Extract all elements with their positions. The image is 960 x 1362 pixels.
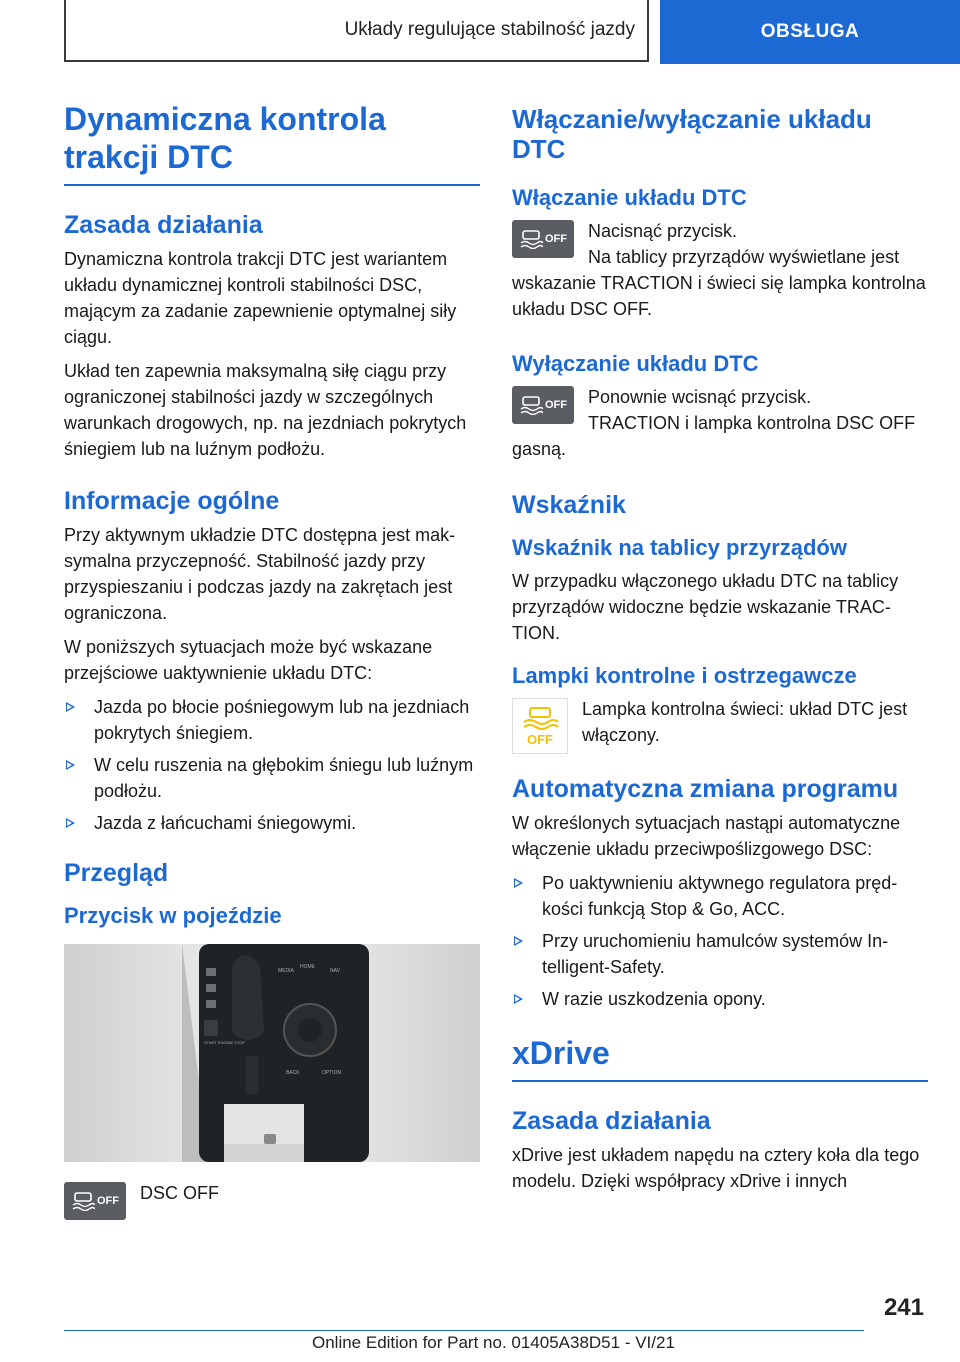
chapter-tab (660, 0, 960, 64)
xdrive-paragraph: xDrive jest układem napędu na cztery koła dla tego modelu. Dzięki współpracy xDrive i innych (512, 1145, 920, 1191)
console-label-home: HOME (300, 964, 315, 970)
triangle-bullet-icon (66, 702, 75, 712)
footer-divider (64, 1330, 864, 1331)
center-console-illustration (64, 944, 480, 1162)
principle-paragraph-2: Układ ten zapewnia maksymalną siłę ciągu przy ograniczonej stabilności jazdy w szczególnych warunkach drogowych, np. na jezdniach pokrytych śniegiem lub na luźnym podłożu. (64, 361, 467, 459)
dtc-off-description: TRACTION i lampka kontrolna DSC OFF gasną. (512, 413, 916, 459)
center-console-photo (64, 944, 480, 1162)
edition-note: Online Edition for Part no. 01405A38D51 - VI/21 (312, 1333, 675, 1352)
console-label-start: START ENGINE STOP (204, 1040, 246, 1045)
dtc-on-description: Na tablicy przyrządów wyświetlane jest wskazanie TRACTION i świeci się lampka kontrolna układu DSC OFF. (512, 247, 926, 319)
page-number: 241 (883, 1294, 924, 1321)
dtc-yellow-lamp-icon (518, 704, 562, 748)
dsc-off-caption (64, 1180, 480, 1220)
instrument-heading: Wskaźnik na tablicy przyrządów (512, 535, 847, 560)
car-skid-icon (519, 229, 543, 249)
list-item: W razie uszkodzenia opony. (512, 986, 928, 1012)
dtc-situations-list (64, 694, 480, 836)
general-paragraph-2: W poniższych sytuacjach może być wskazane przejściowe uaktywnienie układu DTC: (64, 637, 433, 683)
xdrive-principle-heading: Zasada działania (512, 1107, 711, 1135)
console-label-nav: NAV (330, 968, 340, 974)
indicator-heading: Wskaźnik (512, 491, 626, 519)
chapter-tab-label: OBSŁUGA (760, 21, 860, 42)
list-item: Po uaktywnieniu aktywnego regulatora prędkości funkcją Stop & Go, ACC. (512, 870, 928, 922)
lamp-off-text: OFF (527, 732, 553, 747)
triangle-bullet-icon (66, 818, 75, 828)
dtc-on-step: Nacisnąć przycisk. (588, 221, 738, 241)
left-column (64, 100, 480, 1226)
lamps-heading: Lampki kontrolne i ostrzegawcze (512, 663, 857, 688)
overview-heading: Przegląd (64, 859, 169, 887)
dsc-off-button-icon (64, 1182, 126, 1220)
off-icon-text: OFF (97, 1195, 119, 1207)
dtc-title: Dynamiczna kontrola trakcji DTC (64, 101, 386, 175)
triangle-bullet-icon (514, 878, 523, 888)
general-heading: Informacje ogólne (64, 487, 280, 515)
triangle-bullet-icon (514, 994, 523, 1004)
auto-list (512, 870, 928, 1012)
triangle-bullet-icon (66, 760, 75, 770)
xdrive-title: xDrive (512, 1035, 610, 1071)
off-icon-text: OFF (545, 233, 567, 245)
car-skid-icon (71, 1191, 95, 1211)
instrument-paragraph: W przypadku włączonego układu DTC na tablicy przyrządów widoczne będzie wskazanie TRACTION. (512, 571, 899, 643)
list-item: W celu ruszenia na głębokim śniegu lub luźnym podłożu. (64, 752, 480, 804)
auto-heading: Automatyczna zmiana programu (512, 775, 899, 803)
toggle-dtc-title: Włączanie/wyłączanie układu DTC (512, 104, 872, 164)
list-item: Przy uruchomieniu hamulców systemów Intelligent-Safety. (512, 928, 928, 980)
dsc-off-label: DSC OFF (140, 1183, 219, 1203)
console-label-back: BACK (286, 1070, 300, 1076)
section-title: Układy regulujące stabilność jazdy (344, 19, 635, 40)
dsc-off-button-icon (512, 386, 574, 424)
console-label-media: MEDIA (278, 968, 294, 974)
dtc-off-step: Ponownie wcisnąć przycisk. (588, 387, 812, 407)
triangle-bullet-icon (514, 936, 523, 946)
principle-paragraph-1: Dynamiczna kontrola trakcji DTC jest wariantem układu dynamicznej kontroli stabilności DSC, mającym za zadanie zapewnienie optymalnej siły ciągu. (64, 249, 457, 347)
dsc-off-button-icon (512, 220, 574, 258)
car-skid-icon (519, 395, 543, 415)
list-item: Jazda po błocie pośniegowym lub na jezdniach pokrytych śniegiem. (64, 694, 480, 746)
title-divider (64, 184, 480, 186)
section-header (64, 0, 649, 62)
auto-paragraph: W określonych sytuacjach nastąpi automatyczne włączenie układu przeciwpoślizgowego DSC: (512, 813, 901, 859)
off-icon-text: OFF (545, 399, 567, 411)
lamps-paragraph: Lampka kontrolna świeci: układ DTC jest włączony. (582, 699, 908, 745)
principle-heading: Zasada działania (64, 211, 263, 239)
list-item: Jazda z łańcuchami śniegowymi. (64, 810, 480, 836)
xdrive-divider (512, 1080, 928, 1082)
dtc-off-heading: Wyłączanie układu DTC (512, 351, 759, 376)
console-label-option: OPTION (322, 1070, 342, 1076)
dtc-warning-lamp-icon (512, 698, 568, 754)
button-heading: Przycisk w pojeździe (64, 903, 282, 928)
right-column (512, 100, 928, 1202)
dtc-on-heading: Włączanie układu DTC (512, 185, 747, 210)
general-paragraph-1: Przy aktywnym układzie DTC dostępna jest maksymalna przyczepność. Stabilność jazdy przy przyspieszaniu i podczas jazdy na zakrętach jest ograniczona. (64, 525, 456, 623)
lamp-row (512, 696, 928, 754)
